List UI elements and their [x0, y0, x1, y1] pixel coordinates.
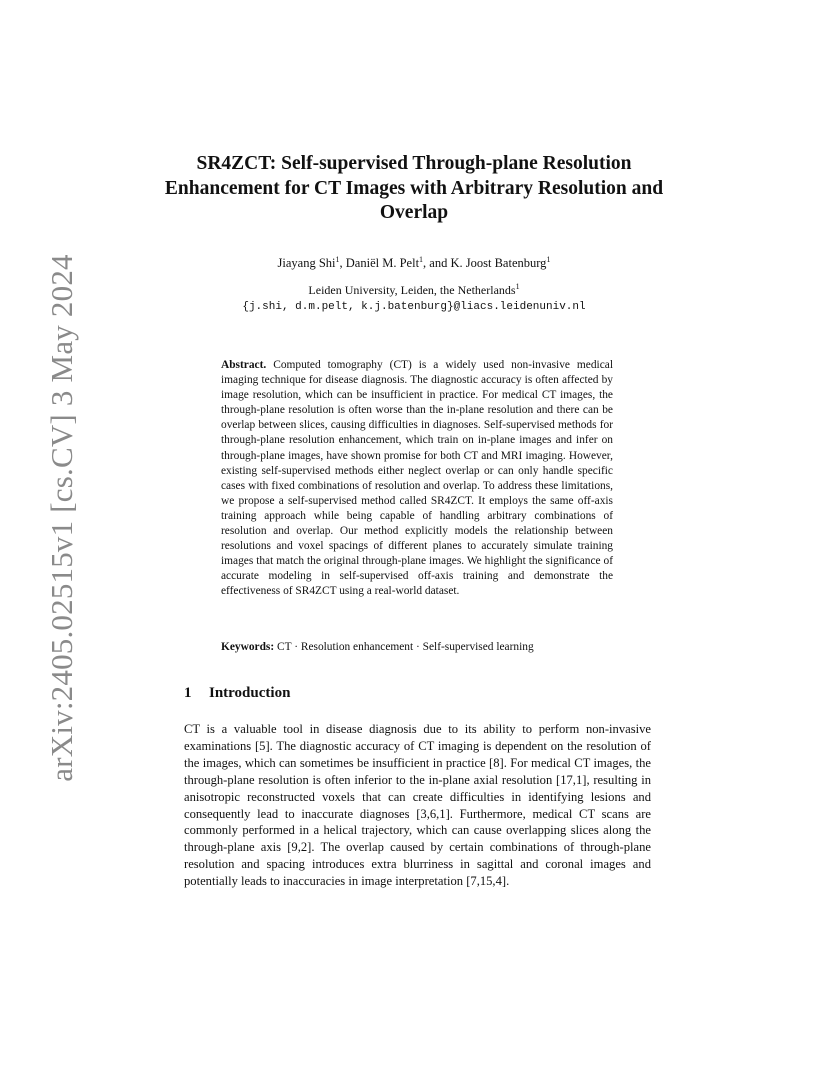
author-name: K. Joost Batenburg [450, 256, 547, 270]
author-separator: , and [423, 256, 451, 270]
author-emails: {j.shi, d.m.pelt, k.j.batenburg}@liacs.leidenuniv.nl [242, 301, 586, 313]
author-name: Jiayang Shi [277, 256, 336, 270]
paper-title: SR4ZCT: Self-supervised Through-plane Resolution Enhancement for CT Images with Arbitrary Resolution and Overlap [164, 153, 664, 223]
keywords [221, 640, 613, 655]
section-number: 1 [184, 685, 192, 701]
author-name: Daniël M. Pelt [345, 256, 420, 270]
abstract-label: Abstract. [221, 359, 267, 371]
author-affiliation-marker: 1 [419, 255, 424, 264]
author-list [150, 256, 678, 271]
introduction-paragraph: CT is a valuable tool in disease diagnosis due to its ability to perform non-invasive examinations [5]. The diagnostic accuracy of CT imaging is dependent on the resolution of the images, which can sometimes be insufficient in practice [8]. For medical CT images, the through-plane resolution is often inferior to the in-plane axial resolution [17,1], resulting in anisotropic reconstructed voxels that can create difficulties in identifying lesions and consequently lead to inaccurate diagnoses [3,6,1]. Furthermore, medical CT scans are commonly performed in a helical trajectory, which can cause overlapping slices along the through-plane axis [9,2]. The overlap caused by certain combinations of through-plane resolution and spacing introduces extra blurriness in sagittal and coronal images and potentially leads to inaccuracies in image interpretation [7,15,4]. [184, 722, 651, 889]
abstract-text: Computed tomography (CT) is a widely used non-invasive medical imaging technique for disease diagnosis. The diagnostic accuracy is often affected by image resolution, which can be insufficient in practice. For medical CT images, the through-plane resolution is often worse than the in-plane resolution and there can be overlap between slices, causing difficulties in diagnoses. Self-supervised methods for through-plane resolution enhancement, which train on in-plane images and infer on through-plane images, have shown promise for both CT and MRI imaging. However, existing self-supervised methods either neglect overlap or can only handle specific cases with fixed combinations of resolution and overlap. To address these limitations, we propose a self-supervised method called SR4ZCT. It employs the same off-axis training approach while being capable of handling arbitrary combinations of resolution and overlap. Our method explicitly models the relationship between resolutions and voxel spacings of different planes to accurately simulate training images that match the original through-plane images. We highlight the significance of accurate modeling in self-supervised off-axis training and demonstrate the effectiveness of SR4ZCT using a real-world dataset. [221, 359, 613, 598]
affiliation-line [150, 282, 678, 299]
keywords-label: Keywords: [221, 641, 275, 653]
arxiv-identifier-stamp: arXiv:2405.02515v1 [cs.CV] 3 May 2024 [44, 254, 79, 782]
affiliation-name: Leiden University, Leiden, the Netherlands [308, 283, 516, 297]
affiliation-block [150, 282, 678, 316]
section-heading-introduction [184, 685, 290, 702]
section-title: Introduction [209, 685, 291, 701]
author-separator: , [339, 256, 346, 270]
abstract [221, 358, 613, 600]
keywords-text: CT · Resolution enhancement · Self-supervised learning [277, 641, 534, 653]
affiliation-marker: 1 [515, 282, 520, 291]
author-affiliation-marker: 1 [546, 255, 551, 264]
author-affiliation-marker: 1 [335, 255, 340, 264]
